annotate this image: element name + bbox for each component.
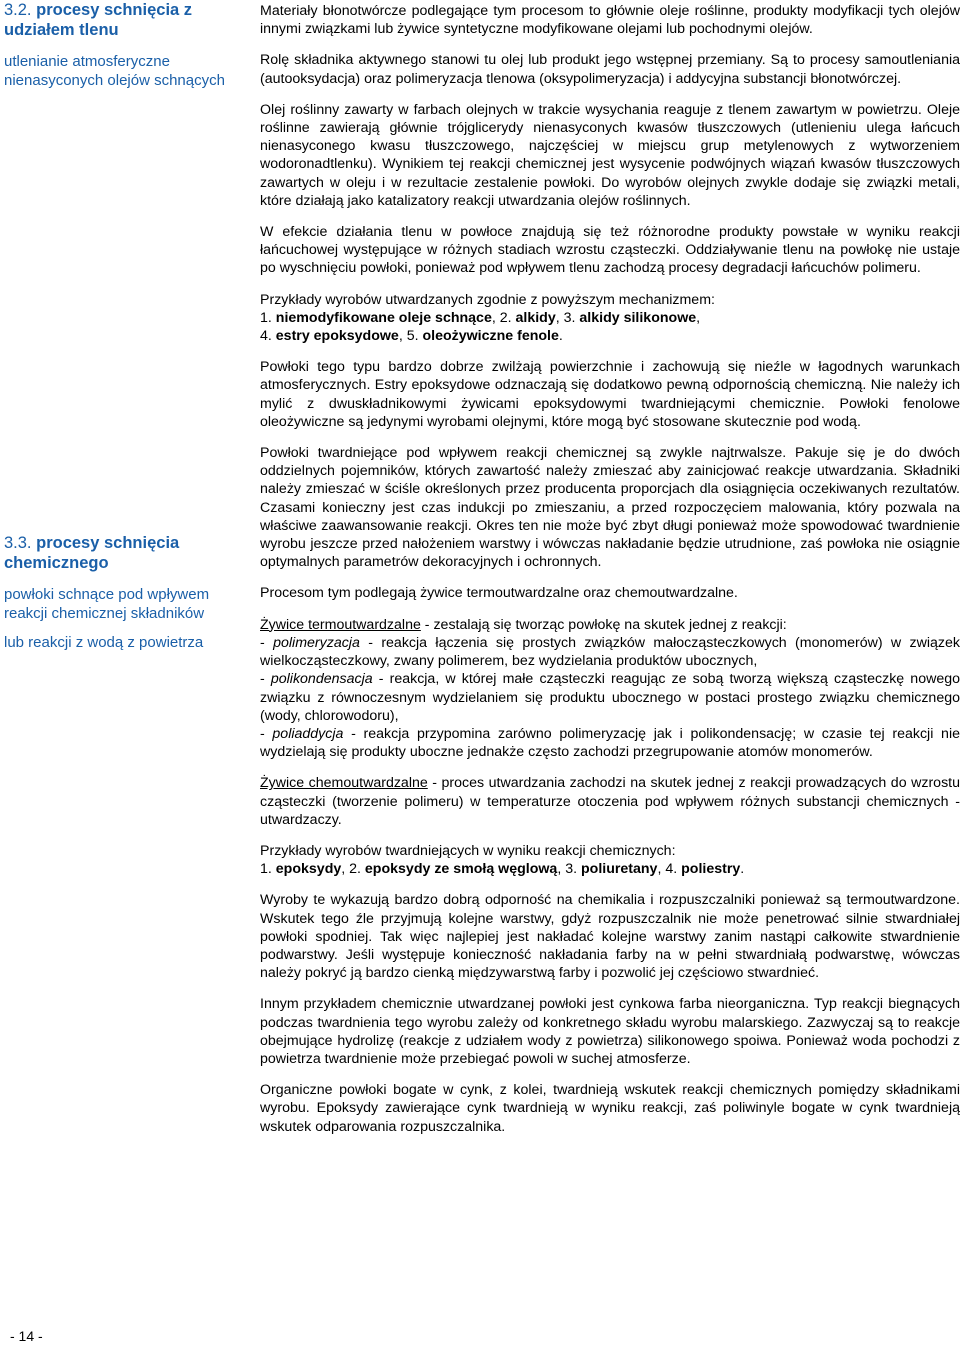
- example-item: epoksydy: [275, 861, 342, 878]
- paragraph: Innym przykładem chemicznie utwardzanej powłoki jest cynkowa farba nieorganiczna. Typ reakcji biegnących podczas twardnienia tego wyrobu zależy od konkretnego składu wyrobu malarskiego. Zazwyczaj są to reakcje obejmujące hydrolizę (reakcje z udziałem wody z powietrza) silikonowego spoiwa. Ponieważ woda pochodzi z powietrza twardnienie może przebiegać powoli w suchej atmosferze.: [260, 996, 960, 1067]
- term-definition: - reakcja łączenia się prostych związków małocząsteczkowych (monomerów) w związek wielkocząsteczkowy, zwany polimerem, bez wydzielania produktów ubocznych,: [260, 634, 960, 670]
- example-item: niemodyfikowane oleje schnące: [275, 309, 492, 326]
- list-number: 1.: [260, 861, 272, 878]
- list-number: , 2.: [491, 309, 512, 326]
- examples-intro: Przykłady wyrobów twardniejących w wyniku reakcji chemicznych:: [260, 842, 676, 859]
- term-definition: - zestalają się tworząc powłokę na skutek jednej z reakcji:: [420, 616, 787, 633]
- examples-intro: Przykłady wyrobów utwardzanych zgodnie z powyższym mechanizmem:: [260, 291, 715, 308]
- term-polymerization: polimeryzacja: [273, 634, 360, 651]
- list-number: 4.: [260, 328, 272, 345]
- list-number: 1.: [260, 309, 272, 326]
- section-3-3-heading: [4, 533, 236, 573]
- term-definition: - reakcja, w której małe cząsteczki reagując ze sobą tworzą większą cząsteczkę nowego związku z równoczesnym wydzielaniem się produktu ubocznego w postaci prostego związku chemicznego (wody, chlorowodoru),: [260, 671, 960, 724]
- list-dash: -: [260, 634, 274, 651]
- paragraph: Rolę składnika aktywnego stanowi tu olej lub produkt jego wstępnej przemiany. Są to procesy samoutleniania (autooksydacja) oraz polimeryzacja tlenowa (oksypolimeryzacja) i addycyjna substancji błonotwórczej.: [260, 52, 960, 87]
- paragraph: Procesom tym podlegają żywice termoutwardzalne oraz chemoutwardzalne.: [260, 585, 738, 602]
- section-3-3-subtitle: powłoki schnące pod wpływem reakcji chemicznej składników: [4, 586, 210, 622]
- term-thermosetting: Żywice termoutwardzalne: [260, 616, 421, 633]
- list-end: .: [740, 861, 745, 878]
- term-definition: - reakcja przypomina zarówno polimeryzację jak i polikondensację; w czasie tej reakcji nie wydzielają się produkty uboczne jednakże często zachodzi przegrupowanie atomów monomerów.: [260, 725, 960, 761]
- section-3-3-number: 3.3.: [4, 534, 32, 552]
- example-item: alkidy: [515, 309, 556, 326]
- term-polycondensation: polikondensacja: [270, 671, 373, 688]
- section-3-2-number: 3.2.: [4, 1, 32, 19]
- paragraph: Wyroby te wykazują bardzo dobrą odporność na chemikalia i rozpuszczalniki ponieważ są termoutwardzone. Wskutek tego źle przyjmują kolejne warstwy, gdyż rozpuszczalnik nie może penetrować silnie stwardniałej powłoki spodniej. Tak więc najlepiej jest nakładać kolejne warstwy zanim nastąpi całkowite stwardnienie podwarstwy. Jeśli występuje konieczność nakładania farby na w pełni stwardniałą podwarstwę, wówczas należy pokryć ją bardzo cienką międzywarstwą farby i pozwolić jej częściowo stwardnieć.: [260, 892, 960, 982]
- section-3-2-heading: [4, 0, 236, 40]
- section-3-2: [4, 0, 236, 90]
- list-number: , 3.: [555, 309, 576, 326]
- list-number: , 5.: [398, 328, 419, 345]
- term-chemosetting: Żywice chemoutwardzalne: [260, 775, 428, 792]
- thermosetting-resins: [260, 616, 960, 762]
- example-item: alkidy silikonowe: [579, 309, 697, 326]
- list-dash: -: [260, 671, 271, 688]
- examples-oxidative: [260, 291, 960, 346]
- example-item: epoksydy ze smołą węglową: [364, 861, 558, 878]
- paragraph: Powłoki twardniejące pod wpływem reakcji chemicznej są zwykle najtrwalsze. Pakuje się je do dwóch oddzielnych pojemników, których zawartość należy zmieszać aby zainicjować reakcje utwardzania. Składniki należy zmieszać w ściśle określonych przez producenta proporcjach dla osiągnięcia oczekiwanych rezultatów. Czasami konieczny jest czas indukcji po zmieszaniu, a przed rozpoczęciem malowania, który pozwala na właściwe zaawansowanie reakcji. Okres ten nie może być zbyt długi ponieważ może spowodować twardnienie wyrobu jeszcze przed nałożeniem warstwy i wówczas nakładanie będzie utrudnione, zaś powłoka nie osiągnie optymalnych parametrów dekoracyjnych i ochronnych.: [260, 445, 960, 571]
- example-item: estry epoksydowe: [275, 328, 399, 345]
- examples-chemical: [260, 842, 960, 878]
- paragraph: W efekcie działania tlenu w powłoce znajdują się też różnorodne produkty powstałe w wyniku reakcji łańcuchowej występujące w różnych stadiach wzrostu cząsteczki. Oddziaływanie tlenu na powłokę nie ustaje po wyschnięciu powłoki, ponieważ pod wpływem tlenu zachodzą procesy degradacji łańcuchów polimeru.: [260, 224, 960, 277]
- paragraph: Powłoki tego typu bardzo dobrze zwilżają powierzchnie i zachowują się nieźle w łagodnych warunkach atmosferycznych. Estry epoksydowe odznaczają się dodatkowo pewną odpornością chemiczną. Nie należy ich mylić z dwuskładnikowymi żywicami epoksydowymi twardniejącymi chemicznie. Powłoki fenolowe oleożywiczne są jedynymi wyrobami olejnymi, które mogą być stosowane skutecznie pod wodą.: [260, 359, 960, 430]
- section-3-3-title: procesy schnięcia chemicznego: [4, 534, 180, 572]
- term-polyaddition: poliaddycja: [272, 725, 344, 742]
- example-item: oleożywiczne fenole: [422, 328, 559, 345]
- list-number: , 4.: [657, 861, 678, 878]
- section-3-2-subtitle: utlenianie atmosferyczne nienasyconych olejów schnących: [4, 53, 225, 89]
- list-number: , 2.: [341, 861, 361, 878]
- page-number: - 14 -: [10, 1328, 43, 1344]
- example-item: poliuretany: [580, 861, 658, 878]
- list-end: .: [558, 328, 563, 345]
- list-separator: ,: [696, 309, 701, 326]
- list-dash: -: [260, 725, 273, 742]
- section-3-3: [4, 533, 236, 652]
- main-content: [260, 2, 960, 1136]
- paragraph: Materiały błonotwórcze podlegające tym procesom to głównie oleje roślinne, produkty modyfikacji tych olejów innymi związkami lub żywice syntetyczne modyfikowane olejami lub pochodnymi olejów.: [260, 3, 960, 38]
- term-definition: - proces utwardzania zachodzi na skutek jednej z reakcji prowadzących do wzrostu cząsteczki (tworzenie polimeru) w temperaturze otoczenia pod wpływem różnych substancji chemicznych - utwardzaczy.: [260, 775, 960, 828]
- section-3-3-subtitle-2: lub reakcji z wodą z powietrza: [4, 634, 204, 651]
- paragraph: Organiczne powłoki bogate w cynk, z kolei, twardnieją wskutek reakcji chemicznych pomiędzy składnikami wyrobu. Epoksydy zawierające cynk twardnieją w wyniku reakcji, zaś poliwinyle bogate w cynk twardnieją wskutek odparowania rozpuszczalnika.: [260, 1082, 960, 1135]
- chemosetting-resins: [260, 774, 960, 829]
- list-number: , 3.: [557, 861, 578, 878]
- example-item: poliestry: [681, 861, 741, 878]
- section-3-2-title: procesy schnięcia z udziałem tlenu: [4, 1, 193, 39]
- paragraph: Olej roślinny zawarty w farbach olejnych w trakcie wysychania reaguje z tlenem zawartym w powietrzu. Oleje roślinne zawierają głównie trójglicerydy nienasyconych kwasów tłuszczowych (utlenieniu ulega łańcuch nienasyconego kwasu tłuszczowego, najczęściej w miejscu grup metylenowych z wytworzeniem wodoronadtlenku). Wynikiem tej reakcji chemicznej jest wysycenie podwójnych wiązań kwasów tłuszczowych zawartych w oleju i w rezultacie zestalenie powłoki. Do wyrobów olejnych zwykle dodaje się związki metali, które działają jako katalizatory reakcji utwardzania olejów roślinnych.: [260, 101, 960, 209]
